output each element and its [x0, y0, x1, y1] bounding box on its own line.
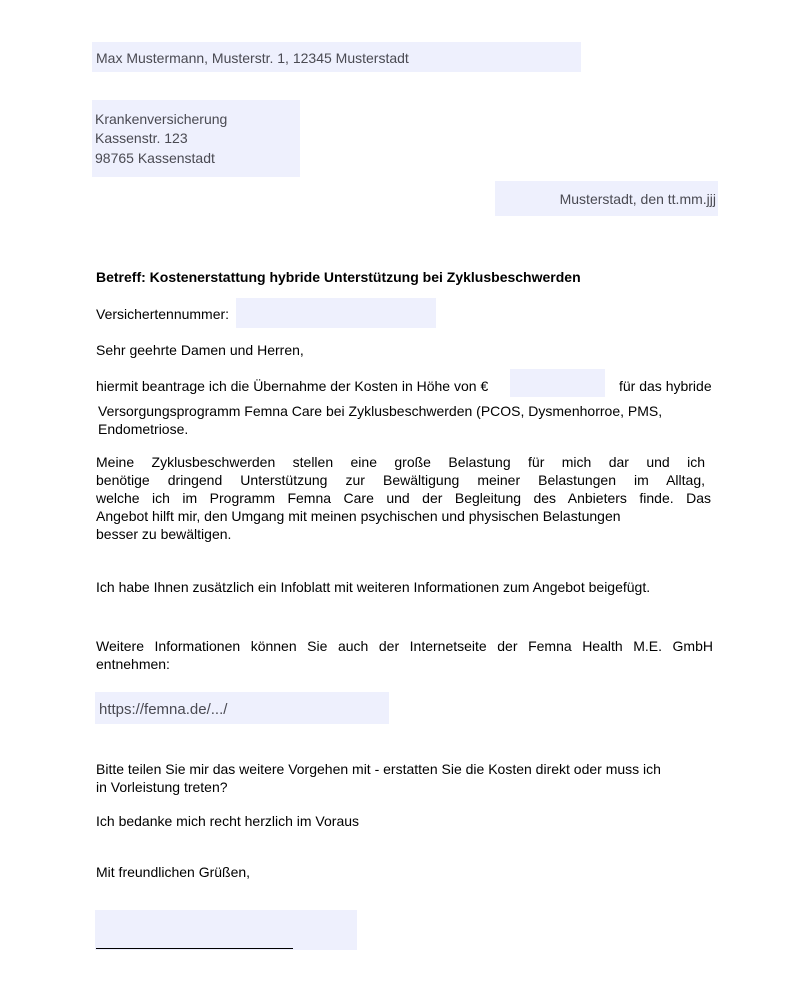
salutation: Sehr geehrte Damen und Herren,	[96, 342, 304, 358]
closing-line: Mit freundlichen Grüßen,	[96, 864, 251, 880]
reason-line-1: Meine Zyklusbeschwerden stellen eine große Belastung für mich dar und ich	[96, 454, 705, 470]
website-link[interactable]: https://femna.de/.../	[99, 701, 228, 718]
request-line-3: Endometriose.	[98, 421, 189, 437]
insurance-number-field[interactable]	[236, 298, 436, 328]
date-text: Musterstadt, den tt.mm.jjj	[559, 191, 716, 207]
sender-address: Max Mustermann, Musterstr. 1, 12345 Musterstadt	[96, 50, 409, 66]
recipient-street: Kassenstr. 123	[95, 130, 188, 146]
insurance-number-label: Versichertennummer:	[96, 306, 230, 322]
info-line-2: entnehmen:	[96, 656, 170, 672]
request-line-2: Versorgungsprogramm Femna Care bei Zyklusbeschwerden (PCOS, Dysmenhorroe, PMS,	[98, 403, 663, 419]
signature-line	[96, 948, 293, 949]
thanks-line: Ich bedanke mich recht herzlich im Voraus	[96, 813, 360, 829]
reason-line-3: welche ich im Programm Femna Care und der Begleitung des Anbieters finde. Das	[96, 490, 711, 506]
amount-field[interactable]	[510, 369, 605, 397]
recipient-name: Krankenversicherung	[95, 111, 228, 127]
recipient-city: 98765 Kassenstadt	[95, 150, 215, 166]
reason-line-2: benötige dringend Unterstützung zur Bewältigung meiner Belastungen im Alltag,	[96, 472, 705, 488]
procedure-line-2: in Vorleistung treten?	[96, 779, 228, 795]
reason-line-4: Angebot hilft mir, den Umgang mit meinen psychischen und physischen Belastungen	[96, 508, 621, 524]
reason-line-5: besser zu bewältigen.	[96, 526, 232, 542]
request-suffix: für das hybride	[619, 378, 712, 394]
info-line-1: Weitere Informationen können Sie auch der Internetseite der Femna Health M.E. GmbH	[96, 638, 713, 654]
signature-field[interactable]	[95, 910, 357, 950]
procedure-line-1: Bitte teilen Sie mir das weitere Vorgehen mit - erstatten Sie die Kosten direkt oder muss ich	[96, 761, 661, 777]
request-prefix: hiermit beantrage ich die Übernahme der Kosten in Höhe von €	[96, 378, 489, 394]
attachment-note: Ich habe Ihnen zusätzlich ein Infoblatt mit weiteren Informationen zum Angebot beigefügt.	[96, 579, 651, 595]
subject-line: Betreff: Kostenerstattung hybride Unterstützung bei Zyklusbeschwerden	[96, 269, 581, 285]
